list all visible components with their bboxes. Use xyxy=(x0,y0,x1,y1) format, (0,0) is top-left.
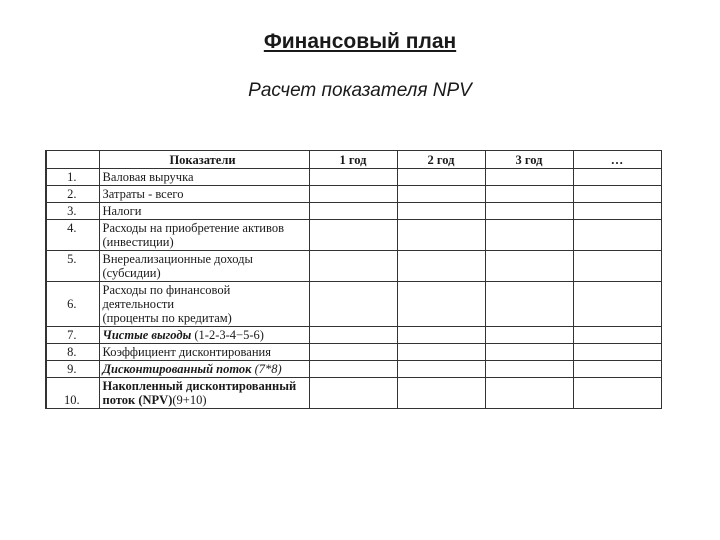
value-cell xyxy=(485,344,573,361)
value-cell xyxy=(573,361,661,378)
value-cell xyxy=(309,251,397,282)
table-row xyxy=(46,186,661,203)
value-cell xyxy=(309,169,397,186)
row-label-line: Коэффициент дисконтирования xyxy=(102,345,271,359)
row-label xyxy=(99,361,309,378)
value-cell xyxy=(485,220,573,251)
value-cell xyxy=(309,327,397,344)
row-number: 2. xyxy=(46,186,99,203)
value-cell xyxy=(573,344,661,361)
value-cell xyxy=(397,361,485,378)
row-label-line: поток (NPV) xyxy=(102,393,173,407)
value-cell xyxy=(309,220,397,251)
row-number: 4. xyxy=(46,220,99,251)
value-cell xyxy=(573,251,661,282)
value-cell xyxy=(309,378,397,409)
value-cell xyxy=(573,282,661,327)
row-label xyxy=(99,327,309,344)
npv-table xyxy=(45,150,662,409)
row-label-formula: (1-2-3-4−5-6) xyxy=(191,328,264,342)
row-label-emphasis: Чистые выгоды xyxy=(102,328,192,342)
row-label xyxy=(99,251,309,282)
table-row xyxy=(46,327,661,344)
table-header-row xyxy=(46,151,661,169)
row-label-emphasis: Дисконтированный поток xyxy=(102,362,252,376)
header-year-2: 2 год xyxy=(397,151,485,169)
row-label-line: деятельности xyxy=(102,297,175,311)
header-year-3: 3 год xyxy=(485,151,573,169)
value-cell xyxy=(309,344,397,361)
row-number: 3. xyxy=(46,203,99,220)
value-cell xyxy=(485,378,573,409)
row-label xyxy=(99,186,309,203)
value-cell xyxy=(309,186,397,203)
row-label-formula: (7*8) xyxy=(251,362,282,376)
row-label-line: Накопленный дисконтированный xyxy=(102,379,297,393)
row-number: 5. xyxy=(46,251,99,282)
value-cell xyxy=(397,251,485,282)
slide-subtitle: Расчет показателя NPV xyxy=(248,80,472,101)
table-row xyxy=(46,203,661,220)
table-row xyxy=(46,169,661,186)
value-cell xyxy=(485,361,573,378)
row-number: 8. xyxy=(46,344,99,361)
value-cell xyxy=(573,169,661,186)
table-row xyxy=(46,251,661,282)
value-cell xyxy=(309,282,397,327)
header-year-1: 1 год xyxy=(309,151,397,169)
value-cell xyxy=(485,282,573,327)
row-label xyxy=(99,378,309,409)
row-number: 9. xyxy=(46,361,99,378)
row-label-formula: (9+10) xyxy=(172,393,207,407)
table-row xyxy=(46,282,661,327)
value-cell xyxy=(573,378,661,409)
value-cell xyxy=(573,327,661,344)
value-cell xyxy=(485,203,573,220)
row-label xyxy=(99,220,309,251)
row-label xyxy=(99,282,309,327)
slide-title: Финансовый план xyxy=(263,30,457,53)
value-cell xyxy=(485,186,573,203)
row-label-line: (проценты по кредитам) xyxy=(102,311,232,325)
row-label-line: Внереализационные доходы xyxy=(102,252,253,266)
row-label-line: (субсидии) xyxy=(102,266,161,280)
row-label xyxy=(99,203,309,220)
table-row xyxy=(46,378,661,409)
header-number-cell xyxy=(46,151,99,169)
row-number: 6. xyxy=(46,282,99,327)
value-cell xyxy=(397,203,485,220)
row-label-line: Расходы по финансовой xyxy=(102,283,231,297)
row-number: 7. xyxy=(46,327,99,344)
table-row xyxy=(46,361,661,378)
table-row xyxy=(46,344,661,361)
row-label xyxy=(99,169,309,186)
row-number: 10. xyxy=(46,378,99,409)
value-cell xyxy=(397,169,485,186)
value-cell xyxy=(573,186,661,203)
value-cell xyxy=(397,378,485,409)
header-indicators: Показатели xyxy=(99,151,309,169)
value-cell xyxy=(485,327,573,344)
row-label xyxy=(99,344,309,361)
row-label-line: Валовая выручка xyxy=(102,170,194,184)
value-cell xyxy=(485,251,573,282)
value-cell xyxy=(485,169,573,186)
value-cell xyxy=(573,220,661,251)
value-cell xyxy=(573,203,661,220)
value-cell xyxy=(397,344,485,361)
row-number: 1. xyxy=(46,169,99,186)
value-cell xyxy=(397,186,485,203)
row-label-line: (инвестиции) xyxy=(102,235,174,249)
value-cell xyxy=(309,203,397,220)
value-cell xyxy=(397,327,485,344)
value-cell xyxy=(397,282,485,327)
header-more-years: … xyxy=(573,151,661,169)
value-cell xyxy=(309,361,397,378)
row-label-line: Затраты - всего xyxy=(102,187,184,201)
row-label-line: Налоги xyxy=(102,204,142,218)
row-label-line: Расходы на приобретение активов xyxy=(102,221,284,235)
table-row xyxy=(46,220,661,251)
value-cell xyxy=(397,220,485,251)
